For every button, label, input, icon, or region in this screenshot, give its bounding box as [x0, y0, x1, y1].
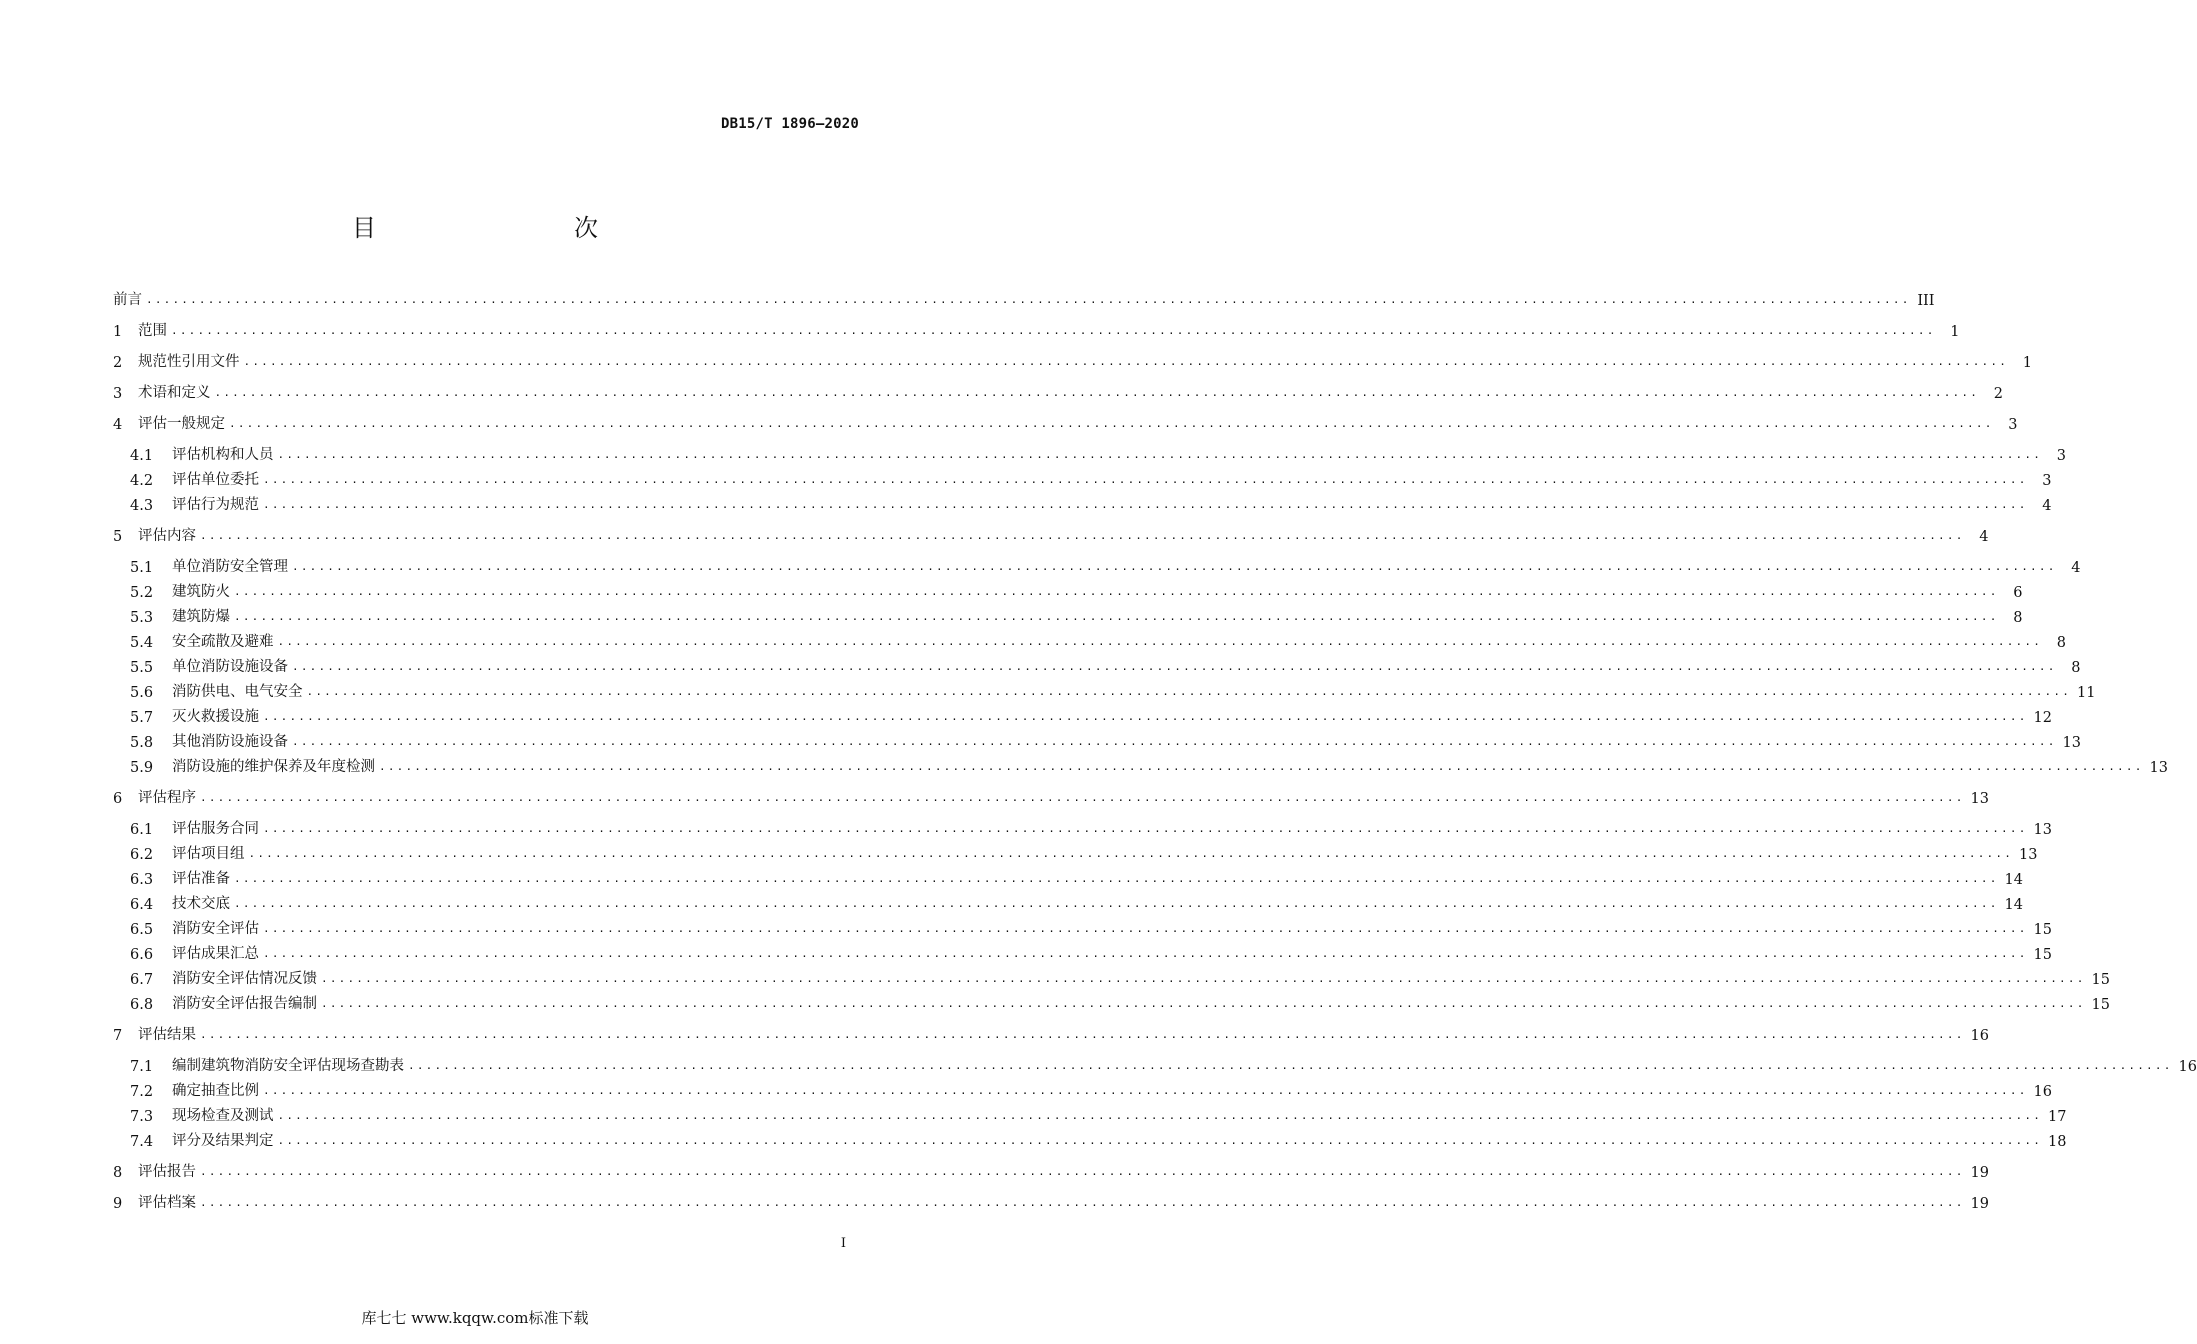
- toc-leader-dots: ........................................................................................................................................................................................................: [277, 448, 2043, 461]
- toc-entry-page: 15: [2033, 922, 2052, 938]
- toc-entry[interactable]: [130, 706, 2052, 726]
- toc-entry[interactable]: [130, 756, 2168, 776]
- toc-entry-number: 4: [113, 417, 123, 433]
- toc-leader-dots: ........................................................................................................................................................................................................: [234, 872, 1999, 885]
- toc-entry-label: 技术交底: [172, 896, 230, 912]
- toc-entry-label: 评估准备: [172, 871, 230, 887]
- toc-entry-label: 其他消防设施设备: [172, 734, 288, 750]
- toc-entry[interactable]: [130, 918, 2052, 938]
- toc-entry-number: 7.1: [130, 1059, 154, 1075]
- toc-entry-page: 2: [1993, 386, 2004, 402]
- toc-entry-page: 13: [2062, 735, 2081, 751]
- toc-entry-label: 评估单位委托: [172, 472, 259, 488]
- toc-entry[interactable]: [130, 1105, 2067, 1125]
- toc-entry-number: 5.5: [130, 660, 154, 676]
- toc-entry[interactable]: [113, 351, 2033, 371]
- toc-entry-page: 19: [1970, 1165, 1989, 1181]
- toc-entry-page: 16: [2178, 1059, 2197, 1075]
- toc-entry-page: 11: [2077, 685, 2096, 701]
- toc-leader-dots: ........................................................................................................................................................................................................: [214, 386, 1980, 399]
- toc-entry-page: 14: [2004, 897, 2023, 913]
- toc-leader-dots: ........................................................................................................................................................................................................: [408, 1059, 2173, 1072]
- toc-entry[interactable]: [113, 289, 1935, 309]
- toc-entry-page: 4: [1979, 529, 1989, 545]
- toc-entry[interactable]: [130, 868, 2023, 888]
- toc-leader-dots: ........................................................................................................................................................................................................: [234, 585, 1999, 598]
- toc-entry-number: 6.4: [130, 897, 154, 913]
- toc-entry[interactable]: [113, 525, 1989, 545]
- toc-leader-dots: ........................................................................................................................................................................................................: [263, 922, 2028, 935]
- toc-entry-page: 8: [2056, 635, 2067, 651]
- toc-entry-label: 评估档案: [138, 1195, 196, 1211]
- toc-entry-label: 单位消防安全管理: [172, 559, 288, 575]
- toc-leader-dots: ........................................................................................................................................................................................................: [292, 735, 2057, 748]
- toc-entry-label: 评估行为规范: [172, 497, 259, 513]
- toc-entry[interactable]: [130, 556, 2081, 576]
- toc-entry-number: 5.8: [130, 735, 154, 751]
- toc-entry-label: 评估内容: [138, 528, 196, 544]
- toc-entry-number: 5.9: [130, 760, 154, 776]
- toc-leader-dots: ........................................................................................................................................................................................................: [292, 560, 2057, 573]
- toc-entry-number: 6.6: [130, 947, 154, 963]
- toc-leader-dots: ........................................................................................................................................................................................................: [229, 417, 1994, 430]
- toc-leader-dots: ........................................................................................................................................................................................................: [234, 897, 1999, 910]
- toc-entry-page: 13: [2033, 822, 2052, 838]
- toc-entry[interactable]: [113, 413, 2018, 433]
- toc-entry-page: 4: [2071, 560, 2081, 576]
- toc-entry[interactable]: [113, 320, 1960, 340]
- toc-entry-number: 5.3: [130, 610, 154, 626]
- toc-entry-number: 6.2: [130, 847, 154, 863]
- toc-entry-number: 5.4: [130, 635, 154, 651]
- toc-leader-dots: ........................................................................................................................................................................................................: [277, 1134, 2043, 1147]
- toc-entry-label: 评估结果: [138, 1027, 196, 1043]
- toc-entry-page: 8: [2013, 610, 2023, 626]
- toc-entry[interactable]: [130, 993, 2110, 1013]
- toc-entry-page: 12: [2033, 710, 2052, 726]
- toc-entry-page: 6: [2013, 585, 2023, 601]
- toc-entry-number: 4.1: [130, 448, 154, 464]
- toc-entry[interactable]: [130, 943, 2052, 963]
- toc-entry[interactable]: [130, 1080, 2052, 1100]
- toc-entry-label: 评估机构和人员: [172, 447, 274, 463]
- toc-entry-label: 灭火救援设施: [172, 709, 259, 725]
- toc-entry-label: 建筑防火: [172, 584, 230, 600]
- toc-entry[interactable]: [130, 731, 2081, 751]
- toc-entry-label: 评估程序: [138, 790, 196, 806]
- toc-entry[interactable]: [130, 818, 2052, 838]
- toc-entry-label: 评估服务合同: [172, 821, 259, 837]
- toc-entry-number: 5.1: [130, 560, 154, 576]
- toc-entry-page: 17: [2048, 1109, 2067, 1125]
- toc-entry[interactable]: [130, 1055, 2197, 1075]
- toc-entry-page: 3: [2056, 448, 2067, 464]
- toc-entry-number: 5.7: [130, 710, 154, 726]
- toc-leader-dots: ........................................................................................................................................................................................................: [243, 355, 2009, 368]
- toc-leader-dots: ........................................................................................................................................................................................................: [263, 498, 2028, 511]
- toc-entry-label: 现场检查及测试: [172, 1108, 274, 1124]
- toc-entry-number: 5: [113, 529, 123, 545]
- toc-entry[interactable]: [130, 968, 2110, 988]
- toc-entry[interactable]: [130, 606, 2023, 626]
- toc-entry-label: 单位消防设施设备: [172, 659, 288, 675]
- toc-leader-dots: ........................................................................................................................................................................................................: [263, 473, 2028, 486]
- toc-entry-number: 6.7: [130, 972, 154, 988]
- toc-entry-page: 18: [2048, 1134, 2067, 1150]
- toc-leader-dots: ........................................................................................................................................................................................................: [263, 1084, 2028, 1097]
- toc-entry-number: 4.3: [130, 498, 154, 514]
- toc-leader-dots: ........................................................................................................................................................................................................: [379, 760, 2144, 773]
- toc-leader-dots: ........................................................................................................................................................................................................: [306, 685, 2072, 698]
- toc-entry-page: 3: [2008, 417, 2018, 433]
- footer-watermark: 库七七 www.kqqw.com标准下载: [361, 1309, 589, 1327]
- toc-entry-label: 消防设施的维护保养及年度检测: [172, 759, 375, 775]
- toc-entry-number: 6.1: [130, 822, 154, 838]
- toc-entry-label: 编制建筑物消防安全评估现场查勘表: [172, 1058, 404, 1074]
- toc-entry-page: 4: [2042, 498, 2052, 514]
- toc-entry-page: 1: [2022, 355, 2033, 371]
- toc-entry-label: 消防安全评估报告编制: [172, 996, 317, 1012]
- toc-entry-label: 安全疏散及避难: [172, 634, 274, 650]
- toc-leader-dots: ........................................................................................................................................................................................................: [171, 324, 1936, 337]
- toc-entry[interactable]: [130, 893, 2023, 913]
- toc-entry-page: 16: [2033, 1084, 2052, 1100]
- toc-entry-label: 评估一般规定: [138, 416, 225, 432]
- toc-entry-label: 消防安全评估情况反馈: [172, 971, 317, 987]
- toc-entry[interactable]: [130, 494, 2052, 514]
- toc-entry[interactable]: [130, 843, 2038, 863]
- toc-entry-number: 7: [113, 1028, 123, 1044]
- toc-leader-dots: ........................................................................................................................................................................................................: [200, 791, 1965, 804]
- toc-entry[interactable]: [130, 444, 2067, 464]
- toc-entry-page: 1: [1950, 324, 1960, 340]
- toc-entry-label: 范围: [138, 323, 167, 339]
- toc-leader-dots: ........................................................................................................................................................................................................: [277, 635, 2043, 648]
- toc-entry-number: 3: [113, 386, 123, 402]
- toc-entry-page: III: [1917, 293, 1935, 309]
- toc-leader-dots: ........................................................................................................................................................................................................: [200, 529, 1965, 542]
- toc-entry-page: 19: [1970, 1196, 1989, 1212]
- toc-entry-page: 13: [1970, 791, 1989, 807]
- toc-entry-number: 7.2: [130, 1084, 154, 1100]
- toc-entry-number: 9: [113, 1196, 123, 1212]
- toc-entry-label: 确定抽查比例: [172, 1083, 259, 1099]
- toc-entry[interactable]: [113, 382, 2004, 402]
- toc-entry-page: 15: [2091, 997, 2110, 1013]
- toc-entry-number: 8: [113, 1165, 123, 1181]
- toc-entry-page: 16: [1970, 1028, 1989, 1044]
- toc-title: 目 次: [352, 214, 648, 242]
- toc-leader-dots: ........................................................................................................................................................................................................: [277, 1109, 2043, 1122]
- toc-entry-number: 7.4: [130, 1134, 154, 1150]
- toc-entry-number: 7.3: [130, 1109, 154, 1125]
- toc-entry[interactable]: [113, 1161, 1989, 1181]
- toc-entry-label: 评估项目组: [172, 846, 245, 862]
- toc-entry-number: 6: [113, 791, 123, 807]
- toc-leader-dots: ........................................................................................................................................................................................................: [146, 293, 1911, 306]
- toc-entry[interactable]: [130, 631, 2067, 651]
- toc-leader-dots: ........................................................................................................................................................................................................: [292, 660, 2057, 673]
- toc-leader-dots: ........................................................................................................................................................................................................: [321, 997, 2086, 1010]
- toc-entry-label: 消防安全评估: [172, 921, 259, 937]
- toc-entry-page: 8: [2071, 660, 2081, 676]
- toc-leader-dots: ........................................................................................................................................................................................................: [263, 947, 2028, 960]
- toc-entry[interactable]: [130, 1130, 2067, 1150]
- toc-leader-dots: ........................................................................................................................................................................................................: [200, 1028, 1965, 1041]
- toc-leader-dots: ........................................................................................................................................................................................................: [248, 847, 2014, 860]
- toc-entry[interactable]: [113, 1024, 1989, 1044]
- toc-entry-label: 消防供电、电气安全: [172, 684, 303, 700]
- toc-entry-number: 5.2: [130, 585, 154, 601]
- toc-entry-number: 1: [113, 324, 123, 340]
- toc-leader-dots: ........................................................................................................................................................................................................: [263, 822, 2028, 835]
- toc-entry-number: 6.8: [130, 997, 154, 1013]
- toc-entry-page: 13: [2019, 847, 2038, 863]
- toc-leader-dots: ........................................................................................................................................................................................................: [263, 710, 2028, 723]
- toc-entry-label: 评分及结果判定: [172, 1133, 274, 1149]
- toc-entry-page: 15: [2091, 972, 2110, 988]
- standard-code: DB15/T 1896—2020: [720, 116, 859, 132]
- toc-entry-page: 3: [2042, 473, 2052, 489]
- toc-entry-page: 15: [2033, 947, 2052, 963]
- toc-entry[interactable]: [113, 1192, 1989, 1212]
- toc-leader-dots: ........................................................................................................................................................................................................: [234, 610, 1999, 623]
- toc-entry-number: 4.2: [130, 473, 154, 489]
- toc-entry-number: 6.5: [130, 922, 154, 938]
- toc-entry-label: 建筑防爆: [172, 609, 230, 625]
- toc-entry-number: 2: [113, 355, 123, 371]
- toc-entry[interactable]: [113, 787, 1989, 807]
- toc-entry-number: 6.3: [130, 872, 154, 888]
- toc-entry-label: 前言: [113, 292, 142, 308]
- toc-entry[interactable]: [130, 581, 2023, 601]
- toc-entry-label: 规范性引用文件: [138, 354, 240, 370]
- page-number: I: [840, 1236, 846, 1251]
- toc-entry[interactable]: [130, 469, 2052, 489]
- toc-entry-label: 评估成果汇总: [172, 946, 259, 962]
- toc-entry-number: 5.6: [130, 685, 154, 701]
- toc-leader-dots: ........................................................................................................................................................................................................: [200, 1196, 1965, 1209]
- toc-entry-page: 13: [2149, 760, 2168, 776]
- toc-entry-label: 评估报告: [138, 1164, 196, 1180]
- toc-leader-dots: ........................................................................................................................................................................................................: [321, 972, 2086, 985]
- toc-entry-page: 14: [2004, 872, 2023, 888]
- toc-entry[interactable]: [130, 656, 2081, 676]
- toc-entry-label: 术语和定义: [138, 385, 211, 401]
- toc-leader-dots: ........................................................................................................................................................................................................: [200, 1165, 1965, 1178]
- toc-entry[interactable]: [130, 681, 2096, 701]
